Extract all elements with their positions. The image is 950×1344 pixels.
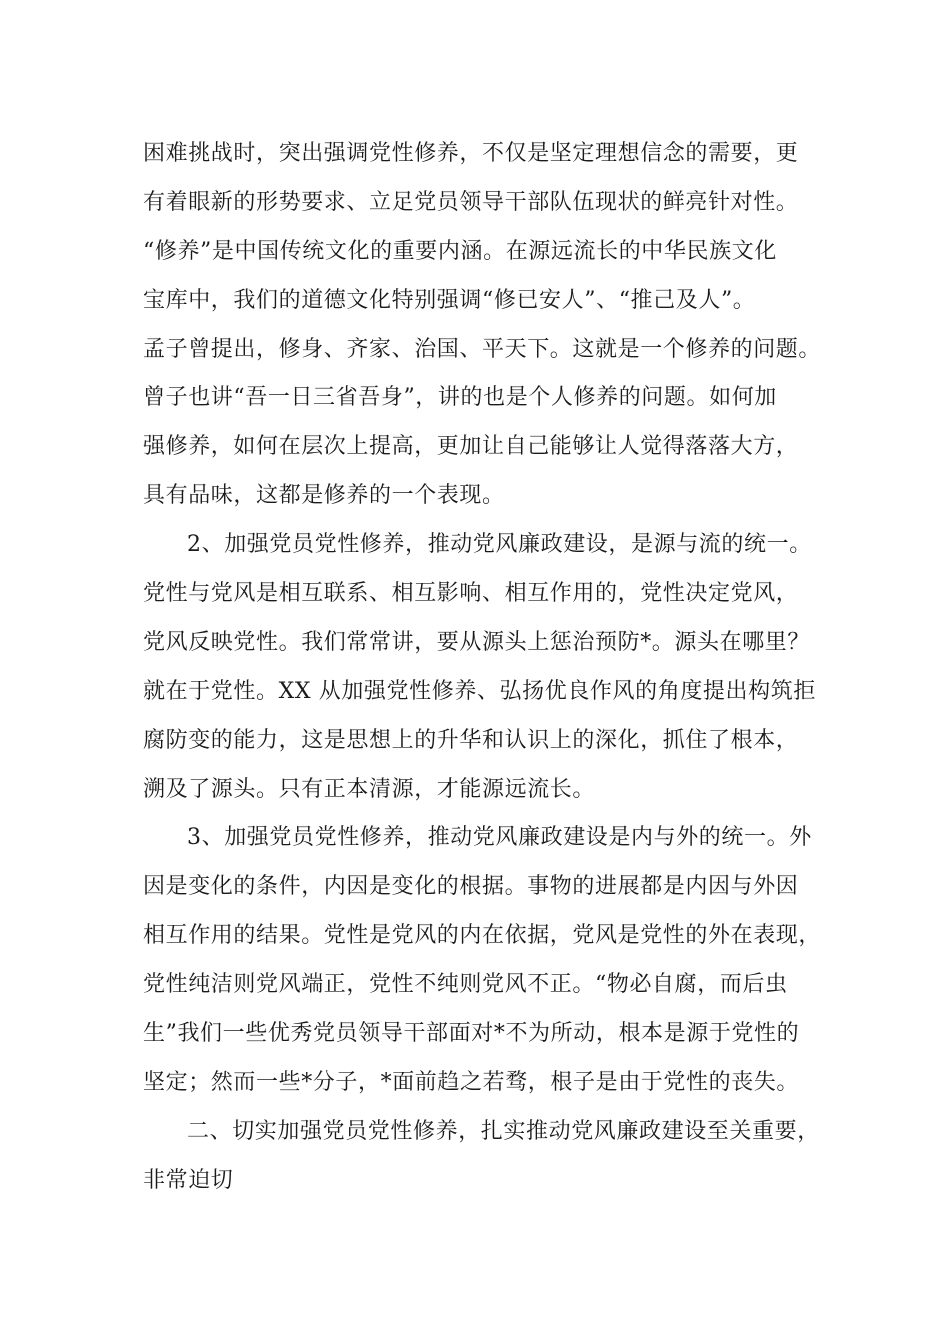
text-line: 3、加强党员党性修养，推动党风廉政建设是内与外的统一。外 (187, 825, 812, 851)
text-line: 党风反映党性。我们常常讲，要从源头上惩治预防*。源头在哪里？ (143, 629, 811, 655)
text-line: “修养”是中国传统文化的重要内涵。在源远流长的中华民族文化 (143, 238, 777, 264)
text-line: 有着眼新的形势要求、立足党员领导干部队伍现状的鲜亮针对性。 (143, 189, 799, 215)
text-line: 孟子曾提出，修身、齐家、治国、平天下。这就是一个修养的问题。 (143, 336, 822, 362)
text-line: 党性纯洁则党风端正，党性不纯则党风不正。“物必自腐，而后虫 (143, 972, 788, 998)
text-line: 困难挑战时，突出强调党性修养，不仅是坚定理想信念的需要，更 (143, 141, 799, 166)
text-line: 具有品味，这都是修养的一个表现。 (143, 483, 505, 509)
text-line: 腐防变的能力，这是思想上的升华和认识上的深化，抓住了根本， (143, 727, 799, 753)
text-line: 就在于党性。XX 从加强党性修养、弘扬优良作风的角度提出构筑拒 (143, 678, 816, 704)
body-text (143, 130, 833, 1206)
text-line: 非常迫切 (143, 1167, 234, 1193)
text-line: 二、切实加强党员党性修养，扎实推动党风廉政建设至关重要， (187, 1118, 820, 1144)
text-line: 党性与党风是相互联系、相互影响、相互作用的，党性决定党风， (143, 581, 799, 607)
text-line: 宝库中，我们的道德文化特别强调“修已安人”、“推己及人”。 (143, 287, 756, 313)
text-line: 坚定；然而一些*分子，*面前趋之若骛，根子是由于党性的丧失。 (143, 1069, 800, 1095)
text-line: 溯及了源头。只有正本清源，才能源远流长。 (143, 776, 596, 802)
text-line: 生”我们一些优秀党员领导干部面对*不为所动，根本是源于党性的 (143, 1021, 800, 1047)
text-line: 曾子也讲“吾一日三省吾身”，讲的也是个人修养的问题。如何加 (143, 385, 777, 411)
text-line: 因是变化的条件，内因是变化的根据。事物的进展都是内因与外因 (143, 874, 799, 900)
text-line: 相互作用的结果。党性是党风的内在依据，党风是党性的外在表现， (143, 923, 822, 949)
text-line: 强修养，如何在层次上提高，更加让自己能够让人觉得落落大方， (143, 434, 799, 460)
text-line: 2、加强党员党性修养，推动党风廉政建设，是源与流的统一。 (187, 532, 812, 558)
